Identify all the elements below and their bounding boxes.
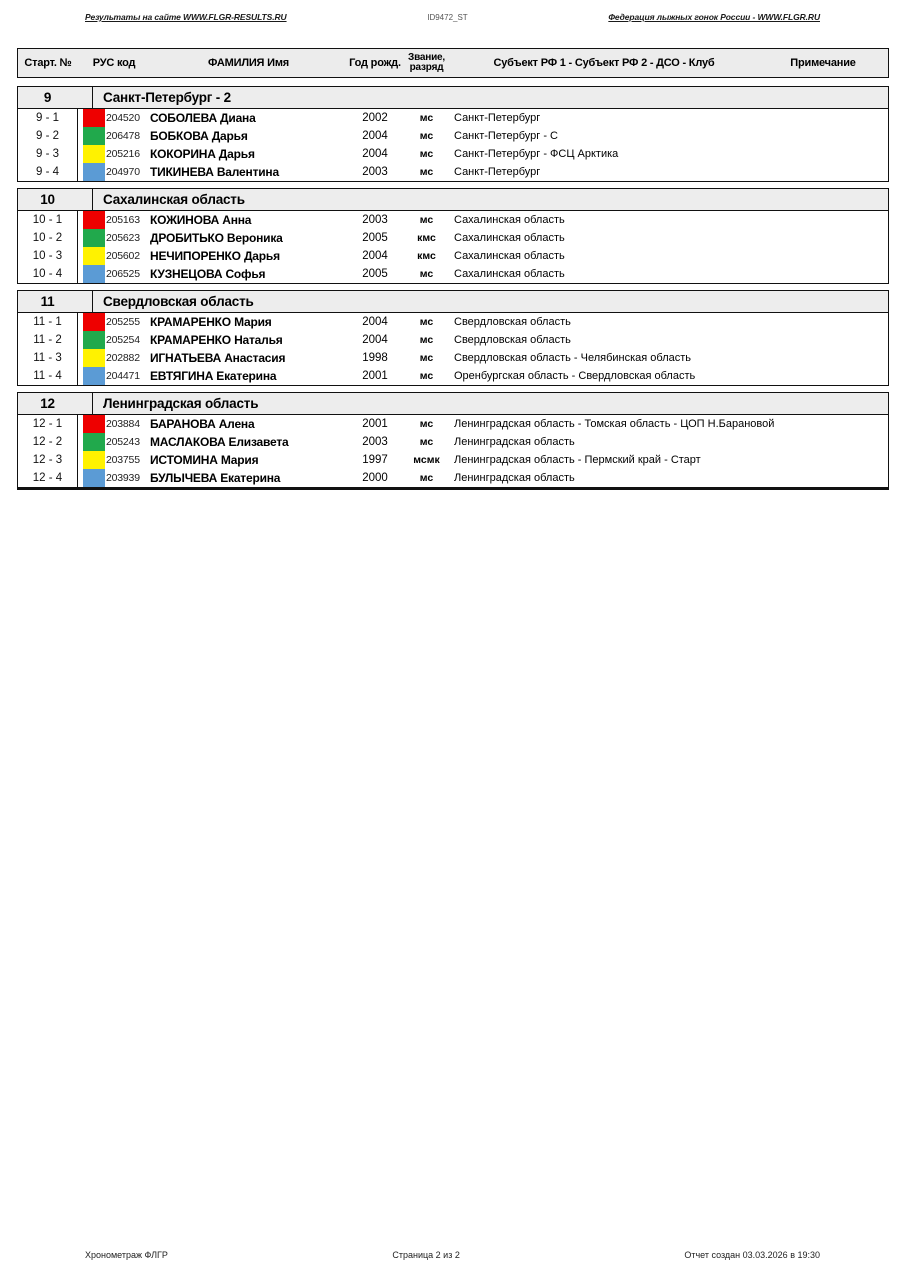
birth-year: 2004	[362, 316, 388, 328]
start-list-table	[17, 48, 889, 496]
col-rus-code: РУС код	[92, 57, 136, 69]
rus-code: 203755	[106, 454, 140, 466]
rank: мс	[419, 112, 434, 124]
bib-color-swatch	[83, 127, 105, 145]
rank: мс	[419, 148, 434, 160]
region-club: Ленинградская область	[454, 436, 575, 448]
bib-color-cell	[78, 163, 106, 181]
rus-code: 203939	[106, 472, 140, 484]
group-title: Свердловская область	[103, 294, 254, 309]
col-rank	[403, 53, 450, 73]
athlete-name: ТИКИНЕВА Валентина	[150, 165, 279, 179]
athlete-row	[18, 247, 888, 265]
col-start-no: Старт. №	[24, 57, 72, 69]
col-note: Примечание	[790, 57, 856, 69]
group-title: Санкт-Петербург - 2	[103, 90, 231, 105]
birth-year: 2001	[362, 370, 388, 382]
groups-container	[17, 86, 889, 490]
bib-color-cell	[78, 247, 106, 265]
region-club: Сахалинская область	[454, 250, 565, 262]
athlete-row	[18, 367, 888, 385]
bib-color-swatch	[83, 145, 105, 163]
start-number: 9 - 3	[18, 145, 78, 163]
bib-color-swatch	[83, 313, 105, 331]
start-number: 9 - 1	[18, 109, 78, 127]
athlete-row	[18, 415, 888, 433]
bib-color-swatch	[83, 247, 105, 265]
bib-color-cell	[78, 109, 106, 127]
region-club: Ленинградская область	[454, 472, 575, 484]
birth-year: 2003	[362, 214, 388, 226]
athlete-name: ИГНАТЬЕВА Анастасия	[150, 351, 286, 365]
bib-color-swatch	[83, 211, 105, 229]
athlete-name: КОЖИНОВА Анна	[150, 213, 252, 227]
birth-year: 2004	[362, 334, 388, 346]
start-number: 12 - 4	[18, 469, 78, 487]
bib-color-cell	[78, 469, 106, 487]
page-number: Страница 2 из 2	[392, 1250, 460, 1260]
bib-color-cell	[78, 313, 106, 331]
region-club: Санкт-Петербург - С	[454, 130, 558, 142]
group-number: 12	[18, 393, 93, 414]
rus-code: 205255	[106, 316, 140, 328]
start-number: 10 - 4	[18, 265, 78, 283]
region-club: Оренбургская область - Свердловская область	[454, 370, 696, 382]
bib-color-cell	[78, 211, 106, 229]
birth-year: 2005	[362, 232, 388, 244]
bib-color-cell	[78, 265, 106, 283]
region-club: Санкт-Петербург	[454, 112, 541, 124]
group-title: Сахалинская область	[103, 192, 245, 207]
athlete-row	[18, 313, 888, 331]
rank: мс	[419, 334, 434, 346]
athlete-row	[18, 211, 888, 229]
region-club: Санкт-Петербург	[454, 166, 541, 178]
results-site-link[interactable]: Результаты на сайте WWW.FLGR-RESULTS.RU	[85, 12, 287, 22]
bib-color-cell	[78, 451, 106, 469]
birth-year: 2000	[362, 472, 388, 484]
group-rows	[18, 109, 888, 181]
region-club: Свердловская область	[454, 334, 571, 346]
athlete-row	[18, 349, 888, 367]
bib-color-cell	[78, 127, 106, 145]
rank: мс	[419, 166, 434, 178]
rus-code: 205216	[106, 148, 140, 160]
report-created: Отчет создан 03.03.2026 в 19:30	[684, 1250, 820, 1260]
region-club: Сахалинская область	[454, 232, 565, 244]
rank: мсмк	[413, 454, 440, 466]
rank: кмс	[417, 250, 436, 262]
col-name: ФАМИЛИЯ Имя	[208, 57, 289, 69]
group-header	[18, 393, 888, 415]
region-club: Свердловская область - Челябинская область	[454, 352, 692, 364]
rank: мс	[419, 316, 434, 328]
athlete-row	[18, 127, 888, 145]
athlete-row	[18, 265, 888, 283]
birth-year: 2004	[362, 130, 388, 142]
bib-color-cell	[78, 349, 106, 367]
bib-color-swatch	[83, 433, 105, 451]
col-rank-line1: Звание,	[408, 52, 445, 63]
bib-color-cell	[78, 415, 106, 433]
bib-color-swatch	[83, 163, 105, 181]
athlete-name: КРАМАРЕНКО Наталья	[150, 333, 283, 347]
start-number: 11 - 4	[18, 367, 78, 385]
rus-code: 202882	[106, 352, 140, 364]
athlete-row	[18, 469, 888, 487]
start-number: 11 - 1	[18, 313, 78, 331]
group-rows	[18, 415, 888, 487]
athlete-name: БОБКОВА Дарья	[150, 129, 248, 143]
athlete-name: КОКОРИНА Дарья	[150, 147, 255, 161]
bib-color-swatch	[83, 331, 105, 349]
bib-color-cell	[78, 433, 106, 451]
athlete-name: КУЗНЕЦОВА Софья	[150, 267, 266, 281]
bib-color-swatch	[83, 109, 105, 127]
athlete-row	[18, 145, 888, 163]
athlete-name: ДРОБИТЬКО Вероника	[150, 231, 283, 245]
athlete-name: СОБОЛЕВА Диана	[150, 111, 256, 125]
bib-color-cell	[78, 229, 106, 247]
group-header	[18, 291, 888, 313]
col-region: Субъект РФ 1 - Субъект РФ 2 - ДСО - Клуб	[493, 57, 715, 69]
rank: мс	[419, 370, 434, 382]
timing-credit: Хронометраж ФЛГР	[85, 1250, 168, 1260]
bib-color-swatch	[83, 469, 105, 487]
bib-color-swatch	[83, 349, 105, 367]
rus-code: 204471	[106, 370, 140, 382]
group-header	[18, 189, 888, 211]
group-title: Ленинградская область	[103, 396, 259, 411]
bib-color-swatch	[83, 367, 105, 385]
athlete-name: МАСЛАКОВА Елизавета	[150, 435, 289, 449]
birth-year: 2001	[362, 418, 388, 430]
rus-code: 205623	[106, 232, 140, 244]
page-footer	[85, 1250, 820, 1260]
start-number: 9 - 4	[18, 163, 78, 181]
bib-color-swatch	[83, 265, 105, 283]
athlete-name: ЕВТЯГИНА Екатерина	[150, 369, 277, 383]
group-number: 11	[18, 291, 93, 312]
birth-year: 2002	[362, 112, 388, 124]
bib-color-swatch	[83, 451, 105, 469]
group-rows	[18, 313, 888, 385]
start-number: 12 - 1	[18, 415, 78, 433]
start-number: 11 - 2	[18, 331, 78, 349]
federation-site-link[interactable]: Федерация лыжных гонок России - WWW.FLGR.RU	[608, 12, 820, 22]
birth-year: 1997	[362, 454, 388, 466]
rus-code: 203884	[106, 418, 140, 430]
athlete-name: ИСТОМИНА Мария	[150, 453, 259, 467]
rank: мс	[419, 352, 434, 364]
rank: мс	[419, 130, 434, 142]
col-rank-line2: разряд	[409, 62, 444, 73]
start-number: 12 - 2	[18, 433, 78, 451]
table-column-header	[17, 48, 889, 78]
athlete-row	[18, 109, 888, 127]
group-header	[18, 87, 888, 109]
rus-code: 206525	[106, 268, 140, 280]
rus-code: 205254	[106, 334, 140, 346]
page-header	[85, 12, 820, 22]
rank: мс	[419, 268, 434, 280]
start-number: 9 - 2	[18, 127, 78, 145]
bib-color-cell	[78, 367, 106, 385]
rus-code: 204520	[106, 112, 140, 124]
athlete-name: НЕЧИПОРЕНКО Дарья	[150, 249, 280, 263]
athlete-row	[18, 451, 888, 469]
birth-year: 1998	[362, 352, 388, 364]
col-birth-year: Год рожд.	[349, 57, 401, 69]
birth-year: 2003	[362, 166, 388, 178]
team-group	[17, 188, 889, 284]
birth-year: 2004	[362, 148, 388, 160]
document-id: ID9472_ST	[427, 13, 468, 22]
start-number: 11 - 3	[18, 349, 78, 367]
start-number: 10 - 3	[18, 247, 78, 265]
start-number: 12 - 3	[18, 451, 78, 469]
rus-code: 204970	[106, 166, 140, 178]
bib-color-swatch	[83, 229, 105, 247]
bib-color-cell	[78, 145, 106, 163]
athlete-row	[18, 433, 888, 451]
athlete-row	[18, 229, 888, 247]
team-group	[17, 392, 889, 490]
athlete-name: БУЛЫЧЕВА Екатерина	[150, 471, 281, 485]
rank: кмс	[417, 232, 436, 244]
region-club: Сахалинская область	[454, 268, 565, 280]
rank: мс	[419, 436, 434, 448]
group-rows	[18, 211, 888, 283]
team-group	[17, 86, 889, 182]
group-number: 10	[18, 189, 93, 210]
rank: мс	[419, 214, 434, 226]
region-club: Свердловская область	[454, 316, 571, 328]
rank: мс	[419, 472, 434, 484]
group-number: 9	[18, 87, 93, 108]
region-club: Ленинградская область - Пермский край - Старт	[454, 454, 701, 466]
birth-year: 2003	[362, 436, 388, 448]
bib-color-cell	[78, 331, 106, 349]
rus-code: 205243	[106, 436, 140, 448]
birth-year: 2005	[362, 268, 388, 280]
athlete-row	[18, 163, 888, 181]
bib-color-swatch	[83, 415, 105, 433]
start-number: 10 - 1	[18, 211, 78, 229]
start-number: 10 - 2	[18, 229, 78, 247]
rus-code: 206478	[106, 130, 140, 142]
rus-code: 205602	[106, 250, 140, 262]
athlete-name: БАРАНОВА Алена	[150, 417, 255, 431]
birth-year: 2004	[362, 250, 388, 262]
team-group	[17, 290, 889, 386]
region-club: Сахалинская область	[454, 214, 565, 226]
region-club: Ленинградская область - Томская область - ЦОП Н.Барановой	[454, 418, 775, 430]
rus-code: 205163	[106, 214, 140, 226]
rank: мс	[419, 418, 434, 430]
athlete-row	[18, 331, 888, 349]
athlete-name: КРАМАРЕНКО Мария	[150, 315, 272, 329]
region-club: Санкт-Петербург - ФСЦ Арктика	[454, 148, 619, 160]
